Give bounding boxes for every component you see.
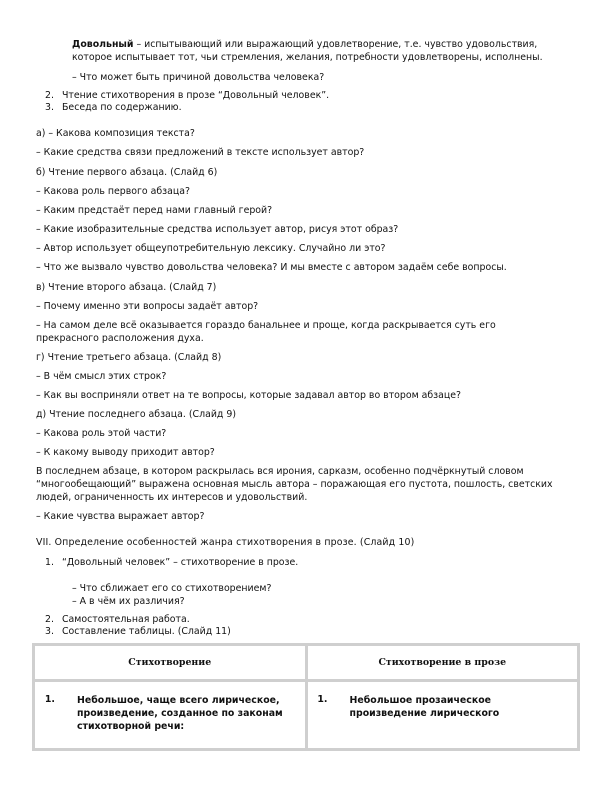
- question-line: – Что сближает его со стихотворением?: [72, 583, 272, 594]
- cell-text: Небольшое, чаще всего лирическое, произведение, созданное по законам стихотворной речи:: [77, 695, 283, 732]
- question-line: – На самом деле всё оказывается гораздо банальнее и проще, когда раскрывается суть его прекрасного расположения духа.: [36, 320, 496, 344]
- question-line: – Какие изобразительные средства использует автор, рисуя этот образ?: [36, 224, 399, 235]
- list-text: “Довольный человек” – стихотворение в прозе.: [62, 557, 299, 568]
- question-line: – К какому выводу приходит автор?: [36, 447, 215, 458]
- definition-paragraph: [72, 38, 562, 64]
- question-cause: – Что может быть причиной довольства человека?: [72, 72, 325, 83]
- section-title: VII. Определение особенностей жанра стихотворения в прозе. (Слайд 10): [36, 537, 415, 548]
- list-number: 2.: [45, 90, 54, 101]
- cell-number: 1.: [317, 694, 328, 705]
- table-header-cell: Стихотворение: [34, 645, 307, 681]
- definition-term: Довольный: [72, 39, 134, 50]
- table-row: [34, 681, 579, 750]
- table-cell: [34, 681, 307, 750]
- question-line: – Почему именно эти вопросы задаёт автор?: [36, 301, 259, 312]
- question-line: – А в чём их различия?: [72, 596, 185, 607]
- table-cell: [306, 681, 579, 750]
- reading-step: г) Чтение третьего абзаца. (Слайд 8): [36, 352, 222, 363]
- question-line: – Какова роль этой части?: [36, 428, 167, 439]
- list-number: 1.: [45, 557, 54, 568]
- question-line: – Как вы восприняли ответ на те вопросы, которые задавал автор во втором абзаце?: [36, 390, 462, 401]
- list-text: Составление таблицы. (Слайд 11): [62, 626, 231, 637]
- summary-paragraph: В последнем абзаце, в котором раскрылась вся ирония, сарказм, особенно подчёркнутый словом “многообещающий” выражена основная мысль автора – поражающая его пустота, пошлость, светских людей, ограниченность их интересов и удовольствий.: [36, 466, 553, 503]
- question-line: – Автор использует общеупотребительную лексику. Случайно ли это?: [36, 243, 386, 254]
- question-line: – Что же вызвало чувство довольства человека? И мы вместе с автором задаём себе вопросы.: [36, 262, 507, 273]
- question-line: – В чём смысл этих строк?: [36, 371, 167, 382]
- table-header-cell: Стихотворение в прозе: [306, 645, 579, 681]
- list-number: 3.: [45, 626, 54, 637]
- reading-step: б) Чтение первого абзаца. (Слайд 6): [36, 167, 218, 178]
- definition-text: – испытывающий или выражающий удовлетворение, т.е. чувство удовольствия, которое испытывает тот, чьи стремления, желания, потребности удовлетворены, исполнены.: [72, 39, 543, 63]
- reading-step: д) Чтение последнего абзаца. (Слайд 9): [36, 409, 237, 420]
- list-number: 3.: [45, 102, 54, 113]
- table-header-row: [34, 645, 579, 681]
- list-text: Самостоятельная работа.: [62, 614, 190, 625]
- comparison-table: [32, 643, 580, 751]
- cell-number: 1.: [44, 694, 55, 705]
- list-number: 2.: [45, 614, 54, 625]
- cell-text: Небольшое прозаическое произведение лирического: [349, 695, 500, 719]
- question-line: а) – Какова композиция текста?: [36, 128, 195, 139]
- question-line: – Какие чувства выражает автор?: [36, 511, 205, 522]
- question-line: – Какова роль первого абзаца?: [36, 186, 191, 197]
- list-text: Чтение стихотворения в прозе “Довольный человек”.: [62, 90, 330, 101]
- question-line: – Каким предстаёт перед нами главный герой?: [36, 205, 273, 216]
- question-line: – Какие средства связи предложений в тексте использует автор?: [36, 147, 365, 158]
- list-text: Беседа по содержанию.: [62, 102, 182, 113]
- reading-step: в) Чтение второго абзаца. (Слайд 7): [36, 282, 217, 293]
